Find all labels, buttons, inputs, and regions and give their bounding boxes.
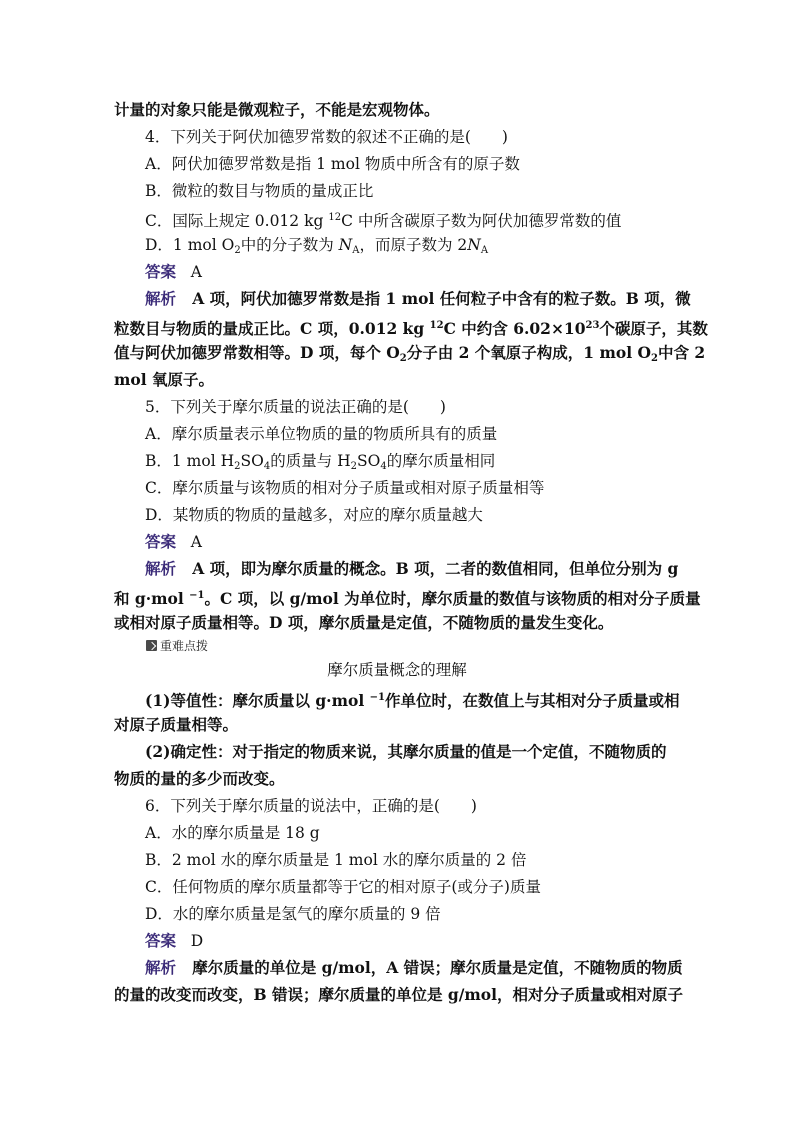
option-a: A．水的摩尔质量是 18 g [145,824,320,842]
question-4: 4．下列关于阿伏加德罗常数的叙述不正确的是( ) [145,128,508,146]
explanation-line: 值与阿伏加德罗常数相等。D 项，每个 $O_2$分子由 2 个氧原子构成，1 mol $O_2$中含 2 [114,343,706,364]
option-a: A．摩尔质量表示单位物质的量的物质所具有的质量 [145,425,498,443]
explanation-line: 解析 A 项，阿伏加德罗常数是指 1 mol 任何粒子中含有的粒子数。B 项，微 [145,289,691,308]
question-6: 6．下列关于摩尔质量的说法中，正确的是( ) [145,797,477,815]
text-line: 计量的对象只能是微观粒子，不能是宏观物体。 [114,100,440,119]
option-d: D．某物质的物质的量越多，对应的摩尔质量越大 [145,506,483,524]
question-5: 5．下列关于摩尔质量的说法正确的是( ) [145,398,446,416]
option-d: D．1 mol $O_2$中的分子数为 $N_A$，而原子数为 $2N_A$ [145,236,489,256]
explanation-line: 和 g·mol $^{-1}$。C 项，以 g/mol 为单位时，摩尔质量的数值与该物质的相对分子质量 [114,589,701,608]
option-c: C．摩尔质量与该物质的相对分子质量或相对原子质量相等 [145,479,545,497]
option-c: C．任何物质的摩尔质量都等于它的相对原子(或分子)质量 [145,878,541,896]
answer-line: 答案 A [145,262,202,281]
answer-line: 答案 A [145,532,202,551]
explanation-label: 解析 [145,289,177,308]
answer-label: 答案 [145,532,177,551]
answer-label: 答案 [145,931,177,950]
hint-title: 摩尔质量概念的理解 [327,661,467,679]
hint-line: (1)等值性：摩尔质量以 g·mol $^{-1}$作单位时，在数值上与其相对分子质量或相 [145,691,680,710]
hint-line: 物质的量的多少而改变。 [114,769,285,788]
option-a: A．阿伏加德罗常数是指 1 mol 物质中所含有的原子数 [145,155,520,173]
hint-heading: 重难点拨 [146,638,208,654]
explanation-line: 解析 A 项，即为摩尔质量的概念。B 项，二者的数值相同，但单位分别为 g [145,559,679,578]
explanation-line: 或相对原子质量相等。D 项，摩尔质量是定值，不随物质的量发生变化。 [114,613,614,632]
hint-line: (2)确定性：对于指定的物质来说，其摩尔质量的值是一个定值，不随物质的 [145,742,667,761]
explanation-label: 解析 [145,559,177,578]
explanation-line: mol 氧原子。 [114,370,215,389]
explanation-line: 粒数目与物质的量成正比。C 项，0.012 kg $^{12}$C 中约含 $6.02\times 10^{23}$个碳原子，其数 [114,319,708,338]
explanation-label: 解析 [145,958,177,977]
hint-line: 对原子质量相等。 [114,715,239,734]
answer-label: 答案 [145,262,177,281]
option-b: B．1 mol $H_2SO_4$的质量与 $H_2SO_4$的摩尔质量相同 [145,452,496,472]
explanation-line: 的量的改变而改变，B 错误；摩尔质量的单位是 g/mol，相对分子质量或相对原子 [114,985,684,1004]
hint-icon [146,640,157,651]
option-c: C．国际上规定 0.012 kg $^{12}$C 中所含碳原子数为阿伏加德罗常数的值 [145,212,622,230]
answer-line: 答案 D [145,931,204,950]
option-b: B．2 mol 水的摩尔质量是 1 mol 水的摩尔质量的 2 倍 [145,851,527,869]
option-d: D．水的摩尔质量是氢气的摩尔质量的 9 倍 [145,905,441,923]
option-b: B．微粒的数目与物质的量成正比 [145,182,374,200]
explanation-line: 解析 摩尔质量的单位是 g/mol，A 错误；摩尔质量是定值，不随物质的物质 [145,958,683,977]
